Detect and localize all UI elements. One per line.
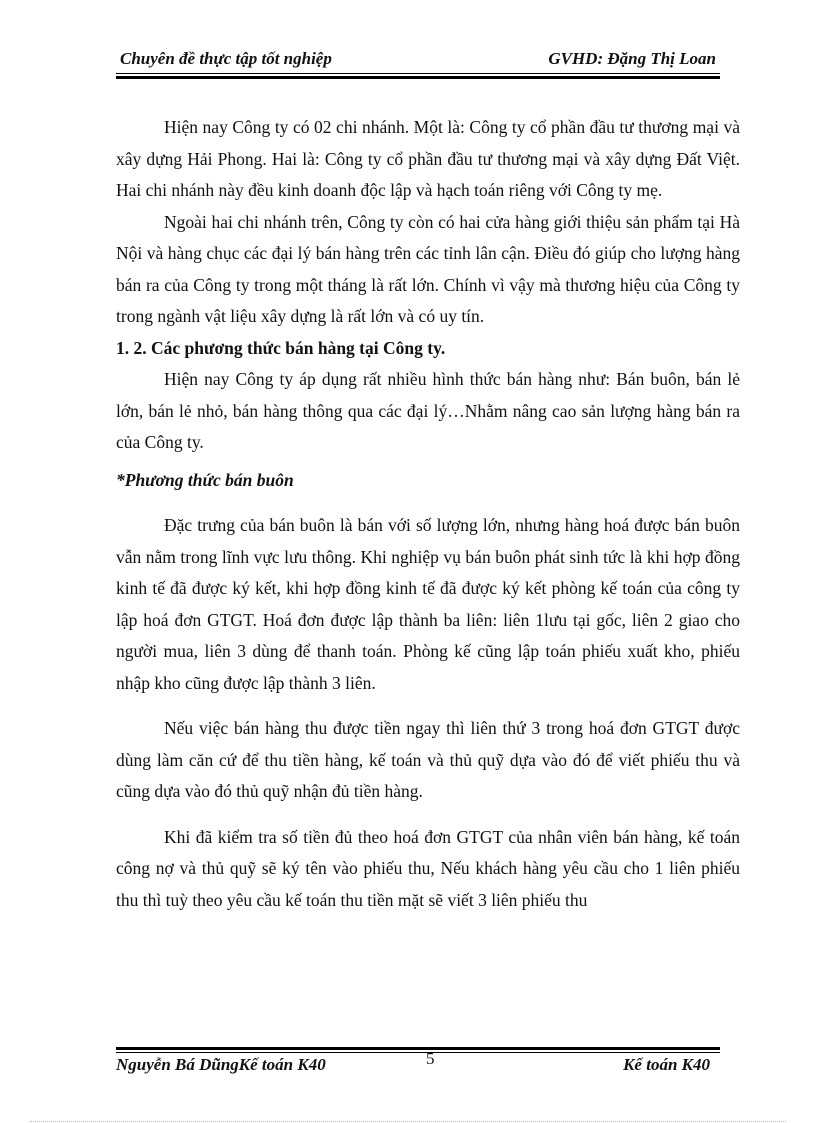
paragraph: Hiện nay Công ty có 02 chi nhánh. Một là: Công ty cổ phần đầu tư thương mại và xây dựng Hải Phong. Hai là: Công ty cổ phần đầu tư thương mại và xây dựng Đất Việt. Hai chi nhánh này đều kinh doanh độc lập và hạch toán riêng với Công ty mẹ. (116, 117, 740, 200)
header-title: Chuyên đề thực tập tốt nghiệp (120, 49, 332, 68)
paragraph: Hiện nay Công ty áp dụng rất nhiều hình thức bán hàng như: Bán buôn, bán lẻ lớn, bán lẻ nhỏ, bán hàng thông qua các đại lý…Nhằm nâng cao sản lượng hàng bán ra của Công ty. (116, 369, 740, 452)
paragraph: Khi đã kiểm tra số tiền đủ theo hoá đơn GTGT của nhân viên bán hàng, kế toán công nợ và thủ quỹ sẽ ký tên vào phiếu thu, Nếu khách hàng yêu cầu cho 1 liên phiếu thu thì tuỳ theo yêu cầu kế toán thu tiền mặt sẽ viết 3 liên phiếu thu (116, 826, 740, 910)
footer-author: Nguyễn Bá DũngKế toán K40 (116, 1055, 326, 1074)
subsection-heading: *Phương thức bán buôn (116, 469, 294, 490)
header-rule-thick (116, 76, 720, 79)
page-header (116, 46, 720, 72)
page-bottom-dotted-edge (30, 1121, 786, 1122)
paragraph: Nếu việc bán hàng thu được tiền ngay thì liên thứ 3 trong hoá đơn GTGT được dùng làm căn cứ để thu tiền hàng, kế toán và thủ quỹ dựa vào đó để viết phiếu thu và cũng dựa vào đó thủ quỹ nhận đủ tiền hàng. (116, 718, 740, 801)
document-body (116, 112, 740, 916)
page-footer (116, 1049, 720, 1079)
section-heading: 1. 2. Các phương thức bán hàng tại Công ty. (116, 337, 446, 358)
paragraph: Đặc trưng của bán buôn là bán với số lượng lớn, nhưng hàng hoá được bán buôn vẫn nằm trong lĩnh vực lưu thông. Khi nghiệp vụ bán buôn phát sinh tức là khi hợp đồng kinh tế đã được ký kết, khi hợp đồng kinh tế đã được ký kết phòng kế toán của công ty lập hoá đơn GTGT. Hoá đơn được lập thành ba liên: liên 1lưu tại gốc, liên 2 giao cho người mua, liên 3 dùng để thanh toán. Phòng kế cũng lập toán phiếu xuất kho, phiếu nhập kho cũng được lập thành 3 liên. (116, 515, 740, 693)
paragraph: Ngoài hai chi nhánh trên, Công ty còn có hai cửa hàng giới thiệu sản phẩm tại Hà Nội và hàng chục các đại lý bán hàng trên các tỉnh lân cận. Điều đó giúp cho lượng hàng bán ra của Công ty trong một tháng là rất lớn. Chính vì vậy mà thương hiệu của Công ty trong ngành vật liệu xây dựng là rất lớn và có uy tín. (116, 211, 740, 326)
header-supervisor: GVHD: Đặng Thị Loan (548, 49, 716, 68)
page-number: 5 (426, 1049, 435, 1068)
footer-rule-thin (116, 1052, 720, 1053)
footer-class: Kế toán K40 (623, 1055, 710, 1074)
header-rule-thin (116, 73, 720, 74)
footer-rule-thick (116, 1047, 720, 1050)
